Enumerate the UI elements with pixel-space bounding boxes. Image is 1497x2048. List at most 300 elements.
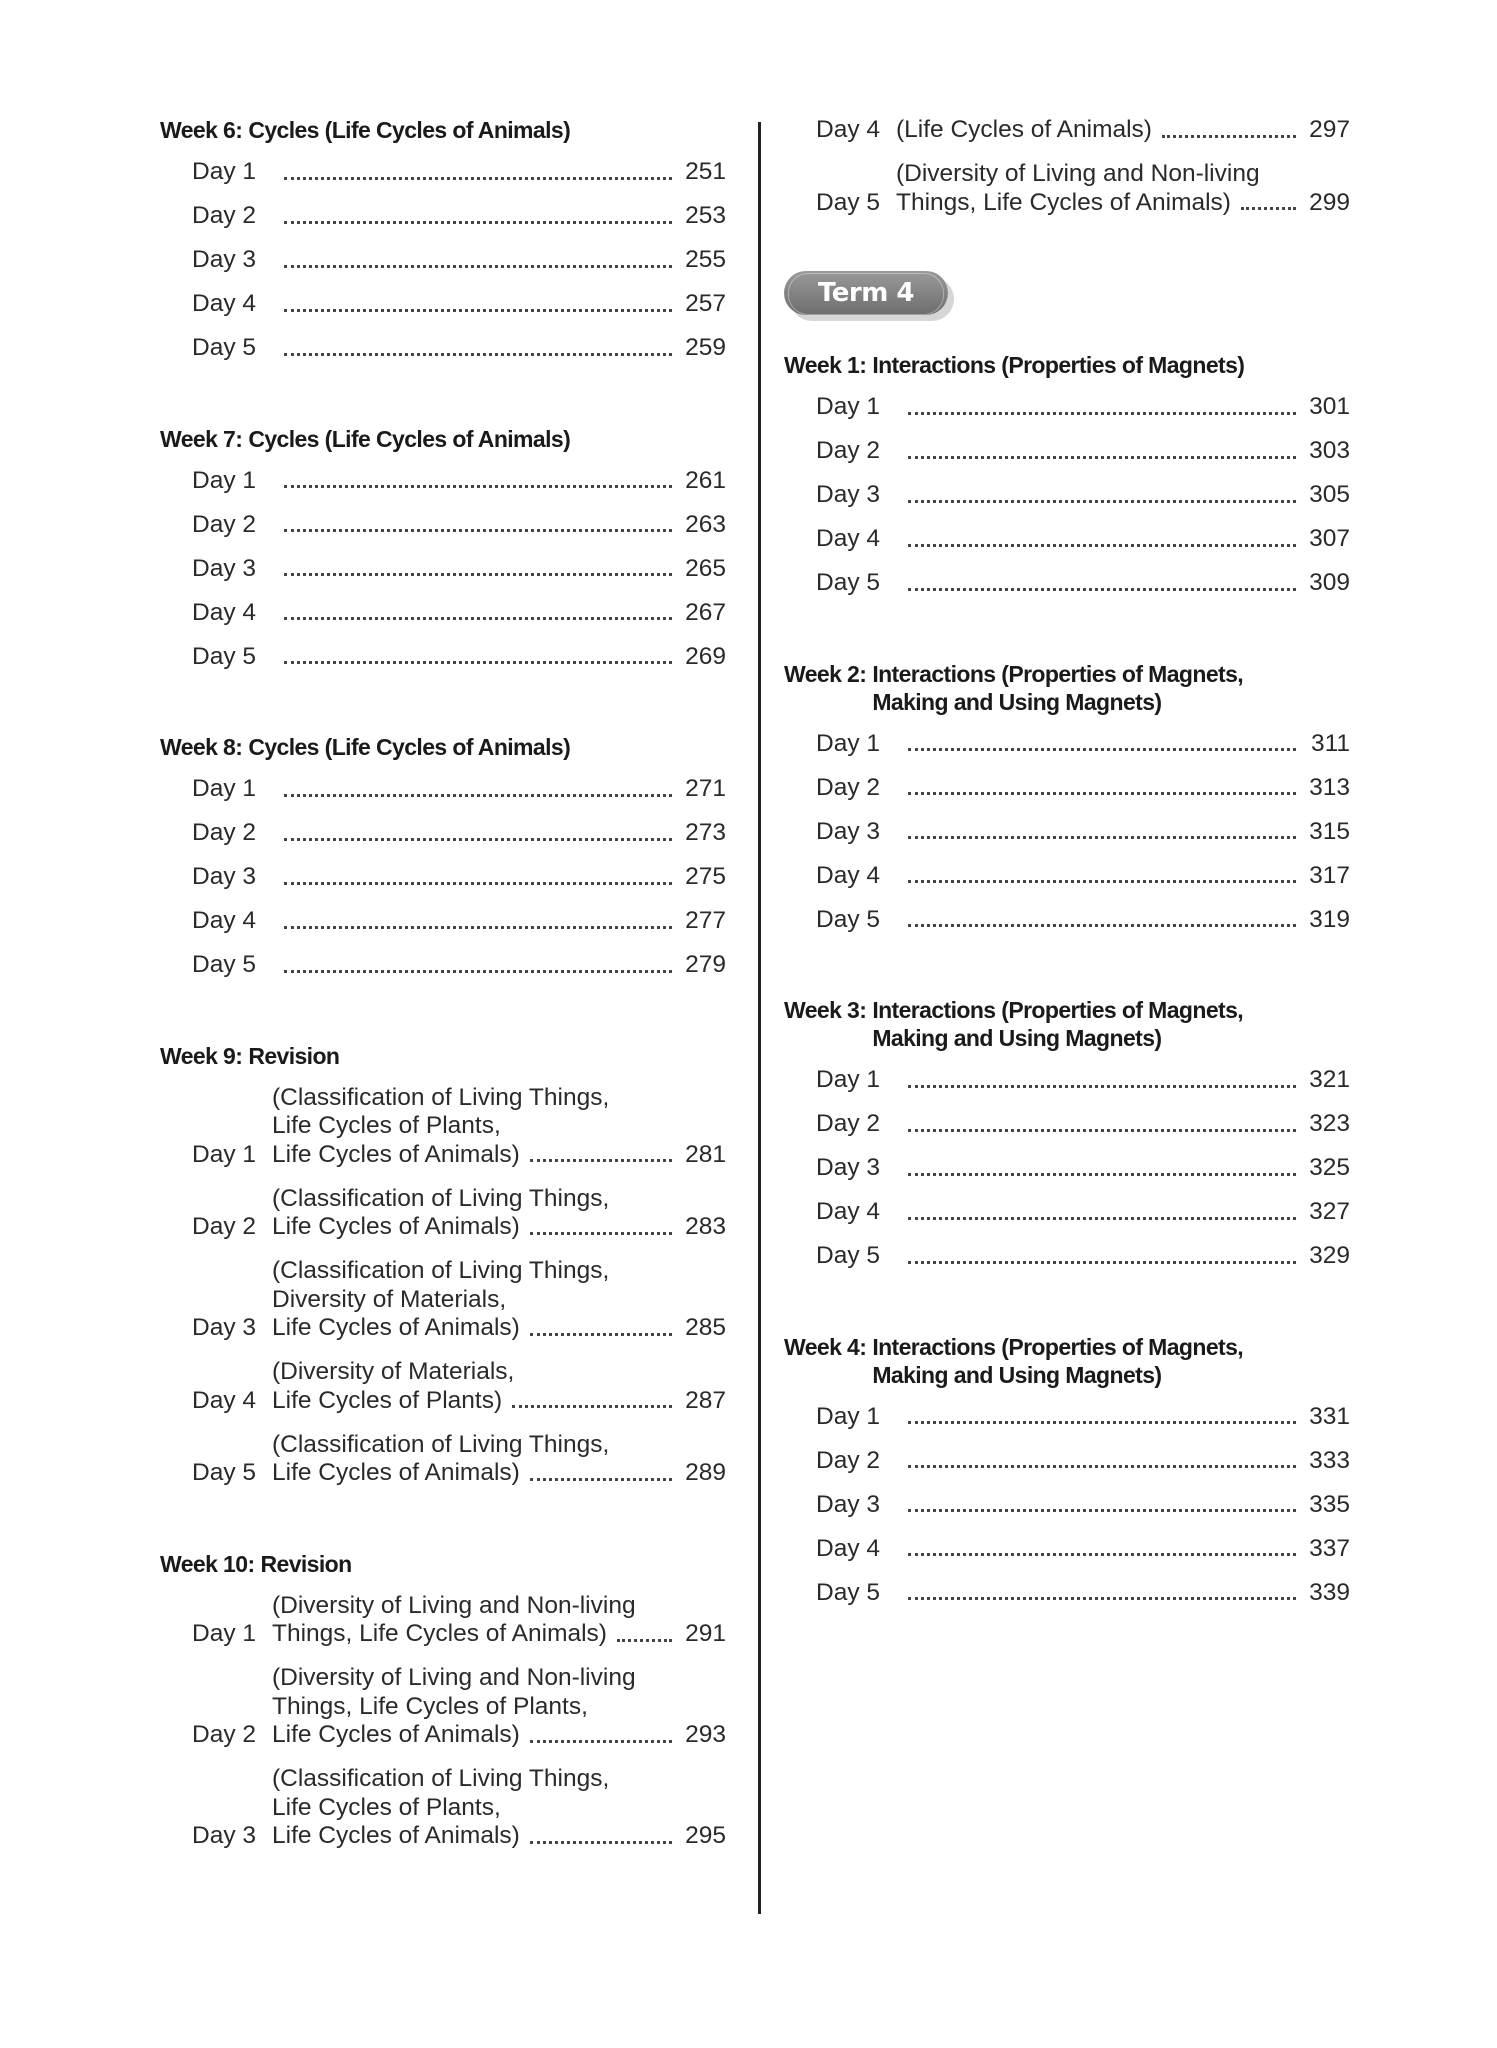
page-number: 259: [685, 334, 726, 361]
dot-leader: [908, 500, 1296, 503]
description-text: (Classification of Living Things,: [272, 1184, 610, 1212]
description-text: (Classification of Living Things,: [272, 1430, 610, 1458]
toc-entry: [816, 774, 1350, 803]
entry-list: [160, 1592, 726, 1851]
description-line: [272, 1084, 682, 1113]
description-text: Things, Life Cycles of Plants,: [272, 1692, 588, 1720]
day-label: Day 3: [192, 863, 257, 890]
description-line: [896, 160, 1306, 189]
day-label: Day 5: [816, 188, 881, 216]
dot-leader: [284, 882, 672, 885]
day-label: Day 5: [816, 1242, 881, 1269]
week-heading: [160, 733, 726, 761]
page-number: 331: [1309, 1402, 1350, 1430]
toc-entry: [816, 1447, 1350, 1476]
description-line: [272, 1822, 682, 1851]
toc-entry: [192, 1084, 726, 1170]
week-section: [160, 733, 726, 980]
week-topic-line: Interactions (Properties of Magnets,: [872, 997, 1244, 1023]
week-label: Week 1:: [784, 352, 867, 378]
page-number: 297: [1309, 116, 1350, 143]
description-text: (Diversity of Living and Non-living: [272, 1591, 636, 1619]
description-line: [272, 1664, 682, 1693]
page-number: 279: [685, 951, 726, 978]
toc-entry: [816, 525, 1350, 554]
week-label: Week 2:: [784, 660, 867, 687]
dot-leader: [908, 880, 1296, 883]
week-topic: [242, 1042, 339, 1070]
week-section: [784, 351, 1350, 598]
page-number: 333: [1309, 1446, 1350, 1474]
description-line: [272, 1141, 682, 1170]
dot-leader: [908, 588, 1296, 591]
description-line: [272, 1185, 682, 1214]
entry-list: [784, 1403, 1350, 1608]
toc-entry: [816, 160, 1350, 217]
toc-entry: [816, 437, 1350, 466]
day-label: Day 3: [816, 1490, 881, 1518]
day-label: Day 2: [192, 819, 257, 846]
week-topic: [242, 425, 570, 453]
entry-description: [272, 1431, 682, 1488]
toc-entry: [816, 1066, 1350, 1095]
toc-entry: [816, 730, 1350, 759]
dot-leader: [284, 661, 672, 664]
page-number: 337: [1309, 1534, 1350, 1562]
dot-leader: [908, 1217, 1296, 1220]
description-text: Diversity of Materials,: [272, 1285, 507, 1313]
entry-list: [784, 116, 1350, 217]
dot-leader: [908, 456, 1296, 459]
toc-entry: [816, 906, 1350, 935]
toc-left-column: [160, 116, 726, 1913]
day-label: Day 5: [816, 569, 881, 596]
toc-entry: [816, 569, 1350, 598]
day-label: Day 2: [816, 1110, 881, 1137]
toc-entry: [192, 158, 726, 187]
week-topic-line: Cycles (Life Cycles of Animals): [248, 117, 571, 143]
toc-entry: [192, 951, 726, 980]
dot-leader: [530, 1232, 672, 1235]
page-number: 251: [685, 158, 726, 185]
toc-entry: [192, 202, 726, 231]
week-topic-line: Making and Using Magnets): [872, 1025, 1162, 1051]
week-topic-line: Making and Using Magnets): [872, 1361, 1162, 1388]
week-topic-line: Making and Using Magnets): [872, 688, 1162, 715]
description-line: [272, 1459, 682, 1488]
page-number: 257: [685, 290, 726, 317]
day-label: Day 1: [192, 466, 257, 494]
dot-leader: [908, 792, 1296, 795]
description-text: (Diversity of Materials,: [272, 1358, 515, 1385]
page-number: 309: [1309, 569, 1350, 596]
day-label: Day 3: [816, 817, 881, 845]
day-label: Day 2: [816, 1446, 881, 1474]
entry-description: [272, 1358, 682, 1415]
page-number: 293: [685, 1721, 726, 1748]
dot-leader: [284, 485, 672, 488]
entry-list: [160, 1084, 726, 1488]
dot-leader: [908, 748, 1296, 751]
description-text: Life Cycles of Plants,: [272, 1112, 501, 1139]
description-line: [272, 1257, 682, 1286]
toc-entry: [816, 393, 1350, 422]
page-number: 325: [1309, 1154, 1350, 1181]
week-topic: [242, 116, 570, 144]
week-topic: [255, 1550, 352, 1578]
page-number: 291: [685, 1620, 726, 1647]
toc-entry: [192, 1664, 726, 1750]
day-label: Day 2: [816, 773, 881, 801]
dot-leader: [908, 836, 1296, 839]
dot-leader: [908, 1129, 1296, 1132]
page-number: 319: [1309, 905, 1350, 933]
toc-entry: [816, 1198, 1350, 1227]
day-label: Day 3: [816, 481, 881, 508]
page-number: 273: [685, 819, 726, 846]
toc-entry: [192, 1185, 726, 1242]
toc-entry: [192, 1431, 726, 1488]
week-section: [160, 1550, 726, 1851]
day-label: Day 4: [816, 116, 881, 143]
dot-leader: [284, 309, 672, 312]
day-label: Day 3: [192, 1314, 257, 1341]
description-text: (Diversity of Living and Non-living: [272, 1664, 636, 1691]
term-4-weeks: [784, 351, 1350, 1607]
dot-leader: [908, 1465, 1296, 1468]
dot-leader: [284, 221, 672, 224]
description-line: [272, 1620, 682, 1649]
week-label: Week 10:: [160, 1550, 255, 1577]
day-label: Day 4: [816, 1198, 881, 1225]
page-number: 287: [685, 1386, 726, 1414]
entry-list: [784, 1066, 1350, 1271]
week-section: [784, 996, 1350, 1271]
entry-list: [784, 393, 1350, 598]
day-label: Day 1: [192, 1620, 257, 1647]
toc-entry: [192, 1592, 726, 1649]
day-label: Day 4: [192, 907, 257, 934]
page-number: 327: [1309, 1198, 1350, 1225]
toc-entry: [192, 1257, 726, 1343]
toc-entry: [816, 1403, 1350, 1432]
description-text: Life Cycles of Plants,: [272, 1793, 501, 1821]
toc-entry: [192, 555, 726, 584]
description-text: Life Cycles of Animals): [272, 1459, 520, 1486]
dot-leader: [512, 1405, 672, 1408]
dot-leader: [284, 926, 672, 929]
page-number: 321: [1309, 1066, 1350, 1093]
day-label: Day 3: [192, 1822, 257, 1849]
entry-description: [272, 1185, 682, 1242]
description-text: (Life Cycles of Animals): [896, 116, 1152, 143]
day-label: Day 1: [192, 158, 257, 185]
dot-leader: [530, 1841, 672, 1844]
week-section: [160, 1042, 726, 1488]
week-section: [160, 425, 726, 672]
toc-entry: [192, 467, 726, 496]
description-text: Things, Life Cycles of Animals): [272, 1620, 607, 1647]
entry-list: [160, 467, 726, 672]
week-section: [784, 1333, 1350, 1608]
dot-leader: [908, 1509, 1296, 1512]
day-label: Day 2: [192, 1721, 257, 1748]
dot-leader: [908, 412, 1296, 415]
description-text: (Classification of Living Things,: [272, 1257, 610, 1284]
day-label: Day 1: [816, 1066, 881, 1093]
entry-description: [272, 1664, 682, 1750]
page-number: 303: [1309, 437, 1350, 464]
description-text: (Classification of Living Things,: [272, 1083, 610, 1111]
day-label: Day 1: [192, 1140, 257, 1168]
day-label: Day 1: [816, 1402, 881, 1430]
week-continued: [784, 116, 1350, 217]
week-heading: [784, 351, 1350, 379]
description-line: [272, 1358, 682, 1387]
description-text: Life Cycles of Animals): [272, 1721, 520, 1748]
week-topic: [866, 660, 1243, 716]
toc-entry: [192, 511, 726, 540]
toc-entry: [816, 862, 1350, 891]
column-divider: [758, 122, 761, 1914]
week-topic-line: Revision: [248, 1042, 340, 1069]
toc-entry: [816, 1242, 1350, 1271]
day-label: Day 5: [192, 642, 257, 670]
entry-description: [896, 116, 1306, 145]
day-label: Day 3: [192, 554, 257, 582]
page-number: 281: [685, 1140, 726, 1168]
toc-entry: [192, 290, 726, 319]
description-line: [896, 116, 1306, 145]
dot-leader: [617, 1639, 672, 1642]
description-text: (Classification of Living Things,: [272, 1765, 610, 1792]
week-heading: [160, 1042, 726, 1070]
week-label: Week 8:: [160, 734, 243, 760]
dot-leader: [908, 1261, 1296, 1264]
day-label: Day 1: [192, 775, 257, 802]
toc-entry: [192, 819, 726, 848]
week-topic: [242, 733, 570, 761]
toc-entry: [816, 1535, 1350, 1564]
week-heading: [784, 660, 1350, 716]
description-line: [272, 1592, 682, 1621]
description-line: [272, 1286, 682, 1315]
dot-leader: [908, 924, 1296, 927]
page-number: 267: [685, 598, 726, 626]
week-section: [784, 660, 1350, 935]
dot-leader: [284, 970, 672, 973]
toc-entry: [816, 1579, 1350, 1608]
entry-list: [160, 158, 726, 363]
page-number: 335: [1309, 1490, 1350, 1518]
page-number: 307: [1309, 525, 1350, 552]
description-line: [272, 1693, 682, 1722]
day-label: Day 4: [816, 525, 881, 552]
dot-leader: [284, 573, 672, 576]
week-heading: [160, 116, 726, 144]
dot-leader: [530, 1740, 672, 1743]
toc-entry: [192, 1765, 726, 1851]
day-label: Day 5: [816, 1578, 881, 1606]
entry-description: [896, 160, 1306, 217]
day-label: Day 2: [192, 1213, 257, 1240]
page-number: 255: [685, 246, 726, 273]
dot-leader: [1162, 135, 1296, 138]
week-topic: [866, 996, 1243, 1052]
day-label: Day 4: [192, 598, 257, 626]
week-label: Week 4:: [784, 1333, 867, 1360]
page-number: 261: [685, 466, 726, 494]
page-number: 329: [1309, 1242, 1350, 1269]
dot-leader: [530, 1159, 672, 1162]
dot-leader: [530, 1478, 672, 1481]
page-number: 271: [685, 775, 726, 802]
week-topic-line: Interactions (Properties of Magnets,: [872, 660, 1244, 687]
week-heading: [784, 996, 1350, 1052]
dot-leader: [284, 794, 672, 797]
description-text: Life Cycles of Animals): [272, 1822, 520, 1849]
week-heading: [160, 425, 726, 453]
toc-entry: [192, 246, 726, 275]
toc-entry: [816, 1110, 1350, 1139]
description-text: Life Cycles of Animals): [272, 1213, 520, 1240]
description-text: Things, Life Cycles of Animals): [896, 188, 1231, 216]
dot-leader: [284, 838, 672, 841]
dot-leader: [908, 1553, 1296, 1556]
page-number: 301: [1309, 393, 1350, 420]
page-number: 277: [685, 907, 726, 934]
page-number: 317: [1309, 861, 1350, 889]
page-number: 299: [1309, 188, 1350, 216]
description-line: [272, 1112, 682, 1141]
day-label: Day 4: [192, 1386, 257, 1414]
week-heading: [784, 1333, 1350, 1389]
week-label: Week 9:: [160, 1042, 243, 1069]
term-badge: Term 4: [784, 271, 948, 315]
description-line: [272, 1387, 682, 1416]
page-number: 339: [1309, 1578, 1350, 1606]
entry-description: [272, 1084, 682, 1170]
dot-leader: [284, 529, 672, 532]
dot-leader: [908, 1085, 1296, 1088]
day-label: Day 2: [816, 437, 881, 464]
week-topic: [866, 351, 1244, 379]
day-label: Day 3: [816, 1154, 881, 1181]
day-label: Day 1: [816, 393, 881, 420]
dot-leader: [284, 353, 672, 356]
description-text: (Diversity of Living and Non-living: [896, 160, 1260, 187]
dot-leader: [530, 1333, 672, 1336]
toc-entry: [816, 481, 1350, 510]
week-label: Week 6:: [160, 117, 243, 143]
dot-leader: [908, 1421, 1296, 1424]
dot-leader: [284, 617, 672, 620]
day-label: Day 5: [192, 334, 257, 361]
description-line: [896, 189, 1306, 218]
week-label: Week 7:: [160, 425, 243, 452]
week-topic-line: Cycles (Life Cycles of Animals): [248, 425, 571, 452]
page-number: 263: [685, 510, 726, 538]
dot-leader: [908, 1597, 1296, 1600]
description-line: [272, 1765, 682, 1794]
day-label: Day 3: [192, 246, 257, 273]
page-number: 265: [685, 554, 726, 582]
toc-entry: [192, 1358, 726, 1415]
week-topic-line: Cycles (Life Cycles of Animals): [248, 734, 571, 760]
day-label: Day 4: [192, 290, 257, 317]
day-label: Day 1: [816, 729, 881, 757]
toc-entry: [816, 1491, 1350, 1520]
day-label: Day 4: [816, 1534, 881, 1562]
day-label: Day 5: [192, 1459, 257, 1486]
week-topic: [866, 1333, 1243, 1389]
entry-description: [272, 1765, 682, 1851]
toc-entry: [816, 818, 1350, 847]
page-number: 323: [1309, 1110, 1350, 1137]
page-number: 253: [685, 202, 726, 229]
description-text: Life Cycles of Animals): [272, 1314, 520, 1341]
page-number: 285: [685, 1314, 726, 1341]
page-number: 311: [1310, 729, 1350, 757]
entry-list: [160, 775, 726, 980]
description-line: [272, 1314, 682, 1343]
page-number: 275: [685, 863, 726, 890]
dot-leader: [284, 265, 672, 268]
toc-entry: [816, 116, 1350, 145]
page-number: 313: [1309, 773, 1350, 801]
toc-entry: [192, 907, 726, 936]
dot-leader: [1241, 207, 1296, 210]
day-label: Day 4: [816, 861, 881, 889]
week-topic-line: Interactions (Properties of Magnets): [872, 352, 1245, 378]
day-label: Day 5: [816, 905, 881, 933]
description-line: [272, 1794, 682, 1823]
description-line: [272, 1721, 682, 1750]
entry-description: [272, 1592, 682, 1649]
page-number: 283: [685, 1213, 726, 1240]
entry-description: [272, 1257, 682, 1343]
page-number: 269: [685, 642, 726, 670]
page-number: 289: [685, 1459, 726, 1486]
entry-list: [784, 730, 1350, 935]
week-label: Week 3:: [784, 997, 867, 1023]
day-label: Day 2: [192, 202, 257, 229]
page-number: 295: [685, 1822, 726, 1849]
toc-entry: [192, 863, 726, 892]
description-line: [272, 1431, 682, 1460]
description-text: Life Cycles of Plants): [272, 1386, 503, 1414]
description-line: [272, 1213, 682, 1242]
week-topic-line: Revision: [260, 1550, 352, 1577]
week-topic-line: Interactions (Properties of Magnets,: [872, 1333, 1244, 1360]
toc-entry: [192, 334, 726, 363]
dot-leader: [284, 177, 672, 180]
toc-entry: [192, 599, 726, 628]
week-heading: [160, 1550, 726, 1578]
dot-leader: [908, 1173, 1296, 1176]
toc-right-column: [784, 116, 1350, 1669]
page-number: 305: [1309, 481, 1350, 508]
toc-entry: [816, 1154, 1350, 1183]
day-label: Day 2: [192, 510, 257, 538]
week-section: [160, 116, 726, 363]
toc-entry: [192, 775, 726, 804]
page-number: 315: [1309, 817, 1350, 845]
dot-leader: [908, 544, 1296, 547]
description-text: Life Cycles of Animals): [272, 1140, 520, 1168]
toc-entry: [192, 643, 726, 672]
day-label: Day 5: [192, 951, 257, 978]
